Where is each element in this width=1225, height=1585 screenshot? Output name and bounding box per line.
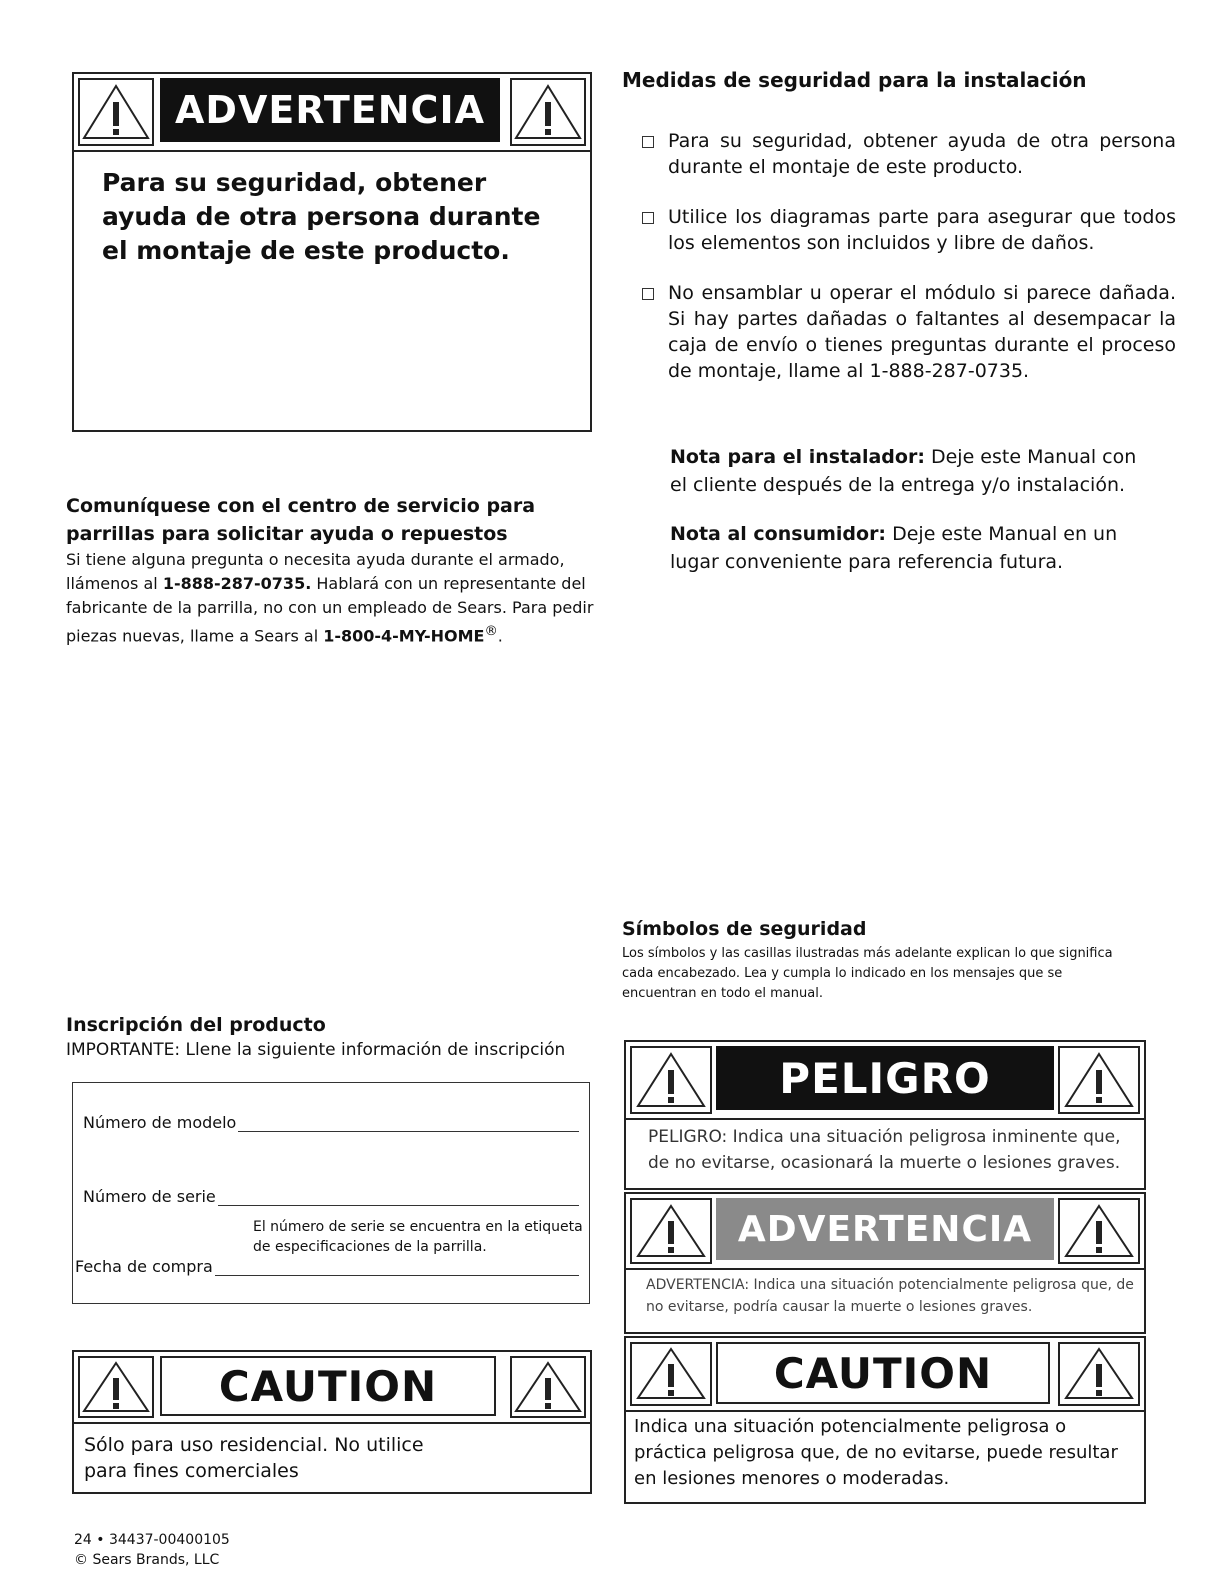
caution-label-header	[74, 1352, 590, 1424]
warning-triangle-icon	[630, 1198, 712, 1264]
consumer-note-label: Nota al consumidor:	[670, 523, 887, 545]
install-safety-list	[640, 128, 1176, 408]
checkbox-icon	[642, 136, 654, 148]
signal-word-advertencia: ADVERTENCIA	[716, 1198, 1054, 1260]
caution-label-bottom	[72, 1350, 592, 1494]
service-heading: Comuníquese con el centro de servicio para parrillas para solicitar ayuda o repuestos	[66, 495, 536, 545]
warning-message: Para su seguridad, obtener ayuda de otra persona durante el montaje de este producto.	[102, 168, 541, 265]
caution-triangle-icon	[630, 1342, 712, 1406]
warning-triangle-icon	[78, 1356, 154, 1418]
warning-label-header	[626, 1194, 1144, 1270]
danger-triangle-icon	[1058, 1046, 1140, 1114]
registration-heading: Inscripción del producto	[66, 1014, 326, 1036]
purchase-date-line[interactable]	[215, 1257, 579, 1276]
warning-triangle-icon	[510, 78, 586, 146]
sears-phone: 1-800-4-MY-HOME	[323, 626, 485, 646]
list-item: Utilice los diagramas parte para asegurar que todos los elementos son incluidos y libre de daños.	[640, 204, 1176, 256]
purchase-date-label: Fecha de compra	[75, 1257, 213, 1276]
list-item: No ensamblar u operar el módulo si parece dañada. Si hay partes dañadas o faltantes al desempacar la caja de envío o tienes preguntas durante el proceso de montaje, llame al 1-888-287-0735.	[640, 280, 1176, 384]
service-text: Si tiene alguna pregunta o necesita ayuda durante el armado, llámenos al 1-888-287-0735. Hablará con un representante del fabricante de la parrilla, no con un empleado de Sears. Para pedir piezas nuevas, llame a Sears al 1-800-4-MY-HOME®.	[66, 550, 594, 646]
purchase-date-field[interactable]	[75, 1257, 579, 1276]
consumer-note	[670, 520, 1140, 576]
warning-label-top	[72, 72, 592, 432]
caution-label-header	[626, 1338, 1144, 1412]
signal-word-advertencia: ADVERTENCIA	[160, 78, 500, 142]
list-item: Para su seguridad, obtener ayuda de otra persona durante el montaje de este producto.	[640, 128, 1176, 180]
caution-message: Indica una situación potencialmente peligrosa o práctica peligrosa que, de no evitarse, puede resultar en lesiones menores o moderadas.	[634, 1416, 1118, 1489]
warning-triangle-icon	[510, 1356, 586, 1418]
model-number-field[interactable]	[83, 1113, 579, 1132]
danger-label	[624, 1040, 1146, 1190]
checkbox-icon	[642, 288, 654, 300]
warning-triangle-icon	[78, 78, 154, 146]
installer-note-text: Deje este Manual con el cliente después de la entrega y/o instalación.	[670, 446, 1137, 496]
model-number-label: Número de modelo	[83, 1113, 237, 1132]
signal-word-caution: CAUTION	[160, 1356, 496, 1416]
symbols-heading: Símbolos de seguridad	[622, 918, 867, 940]
service-phone: 1-888-287-0735.	[162, 574, 312, 593]
registration-intro: IMPORTANTE: Llene la siguiente información de inscripción	[66, 1040, 566, 1060]
checkbox-icon	[642, 212, 654, 224]
warning-label	[624, 1192, 1146, 1334]
installer-note-label: Nota para el instalador:	[670, 446, 925, 468]
warning-message: ADVERTENCIA: Indica una situación potencialmente peligrosa que, de no evitarse, podría causar la muerte o lesiones graves.	[646, 1277, 1134, 1315]
serial-number-line[interactable]	[218, 1187, 579, 1206]
page-reference: 24 • 34437-00400105	[74, 1532, 230, 1548]
caution-triangle-icon	[1058, 1342, 1140, 1406]
model-number-line[interactable]	[238, 1113, 579, 1132]
copyright: © Sears Brands, LLC	[74, 1552, 220, 1568]
registration-form	[72, 1082, 590, 1304]
danger-message: PELIGRO: Indica una situación peligrosa inminente que, de no evitarse, ocasionará la muerte o lesiones graves.	[648, 1127, 1121, 1173]
signal-word-caution: CAUTION	[716, 1342, 1050, 1404]
caution-label	[624, 1336, 1146, 1504]
danger-triangle-icon	[630, 1046, 712, 1114]
serial-number-note: El número de serie se encuentra en la etiqueta de especificaciones de la parrilla.	[253, 1219, 583, 1255]
install-safety-heading: Medidas de seguridad para la instalación	[622, 68, 1087, 92]
warning-label-header	[74, 74, 590, 152]
serial-number-label: Número de serie	[83, 1187, 216, 1206]
warning-triangle-icon	[1058, 1198, 1140, 1264]
danger-label-header	[626, 1042, 1144, 1120]
signal-word-peligro: PELIGRO	[716, 1046, 1054, 1110]
symbols-intro: Los símbolos y las casillas ilustradas más adelante explican lo que significa cada encabezado. Lea y cumpla lo indicado en los mensajes que se encuentran en todo el manual.	[622, 946, 1113, 1001]
installer-note	[670, 443, 1140, 499]
serial-number-field[interactable]	[83, 1187, 579, 1206]
consumer-note-text: Deje este Manual en un lugar conveniente para referencia futura.	[670, 523, 1118, 573]
caution-message: Sólo para uso residencial. No utilice para fines comerciales	[84, 1434, 424, 1482]
